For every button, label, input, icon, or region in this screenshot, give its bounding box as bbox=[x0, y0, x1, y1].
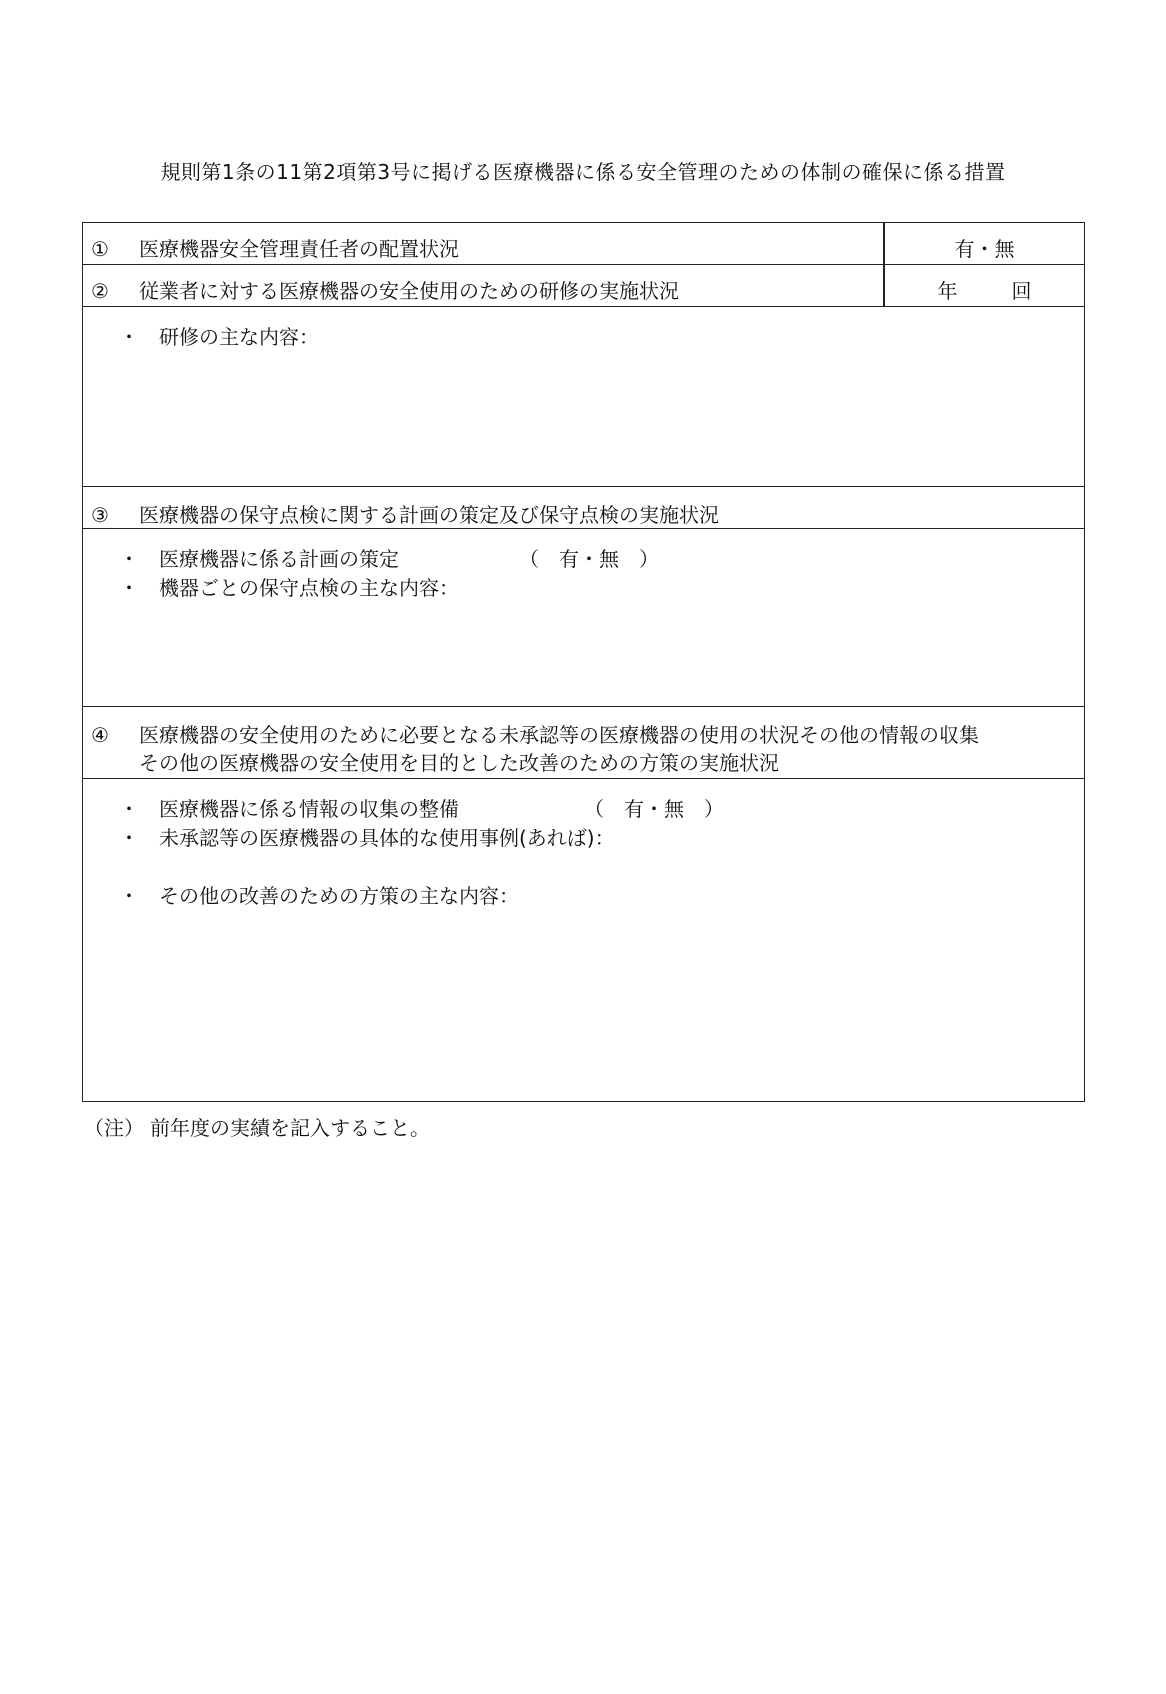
row-2 bbox=[83, 265, 1084, 307]
list-item: ・ 機器ごとの保守点検の主な内容： bbox=[119, 576, 459, 600]
item-number: ① bbox=[91, 237, 109, 261]
row-3-details[interactable] bbox=[83, 529, 1084, 707]
training-count-field[interactable] bbox=[883, 275, 1086, 304]
item-number: ④ bbox=[91, 723, 109, 747]
plan-status-option[interactable]: （ 有・無 ） bbox=[519, 547, 659, 571]
item-4-label-line1: 医療機器の安全使用のために必要となる未承認等の医療機器の使用の状況その他の情報の収集 bbox=[139, 723, 979, 747]
note-text: 前年度の実績を記入すること。 bbox=[150, 1116, 430, 1140]
page-title: 規則第1条の11第2項第3号に掲げる医療機器に係る安全管理のための体制の確保に係る措置 bbox=[160, 160, 1006, 184]
row-2-details[interactable] bbox=[83, 307, 1084, 487]
list-item: ・ 医療機器に係る計画の策定 （ 有・無 ） bbox=[119, 543, 659, 572]
column-divider bbox=[883, 223, 885, 307]
note-tag: （注） bbox=[84, 1116, 144, 1140]
item-3-label: 医療機器の保守点検に関する計画の策定及び保守点検の実施状況 bbox=[139, 503, 719, 527]
row-3 bbox=[83, 487, 1084, 529]
footnote bbox=[84, 1112, 430, 1141]
list-item: ・ 医療機器に係る情報の収集の整備 （ 有・無 ） bbox=[119, 793, 724, 822]
item-number: ② bbox=[91, 279, 109, 303]
row-4-details[interactable] bbox=[83, 779, 1084, 1101]
item-1-label: 医療機器安全管理責任者の配置状況 bbox=[139, 237, 459, 261]
times-unit: 回 bbox=[1011, 279, 1032, 303]
row-1 bbox=[83, 223, 1084, 265]
list-item: ・ その他の改善のための方策の主な内容： bbox=[119, 884, 519, 908]
list-item: ・ 未承認等の医療機器の具体的な使用事例(あれば)： bbox=[119, 826, 615, 850]
measures-form bbox=[82, 222, 1085, 1102]
item-4-label-line2: その他の医療機器の安全使用を目的とした改善のための方策の実施状況 bbox=[139, 751, 779, 775]
item-2-label: 従業者に対する医療機器の安全使用のための研修の実施状況 bbox=[139, 279, 679, 303]
item-number: ③ bbox=[91, 503, 109, 527]
year-unit: 年 bbox=[937, 279, 958, 303]
row-4 bbox=[83, 707, 1084, 779]
item-1-value[interactable]: 有・無 bbox=[954, 237, 1015, 261]
list-item: ・ 研修の主な内容： bbox=[119, 325, 319, 349]
info-collection-option[interactable]: （ 有・無 ） bbox=[584, 797, 724, 821]
